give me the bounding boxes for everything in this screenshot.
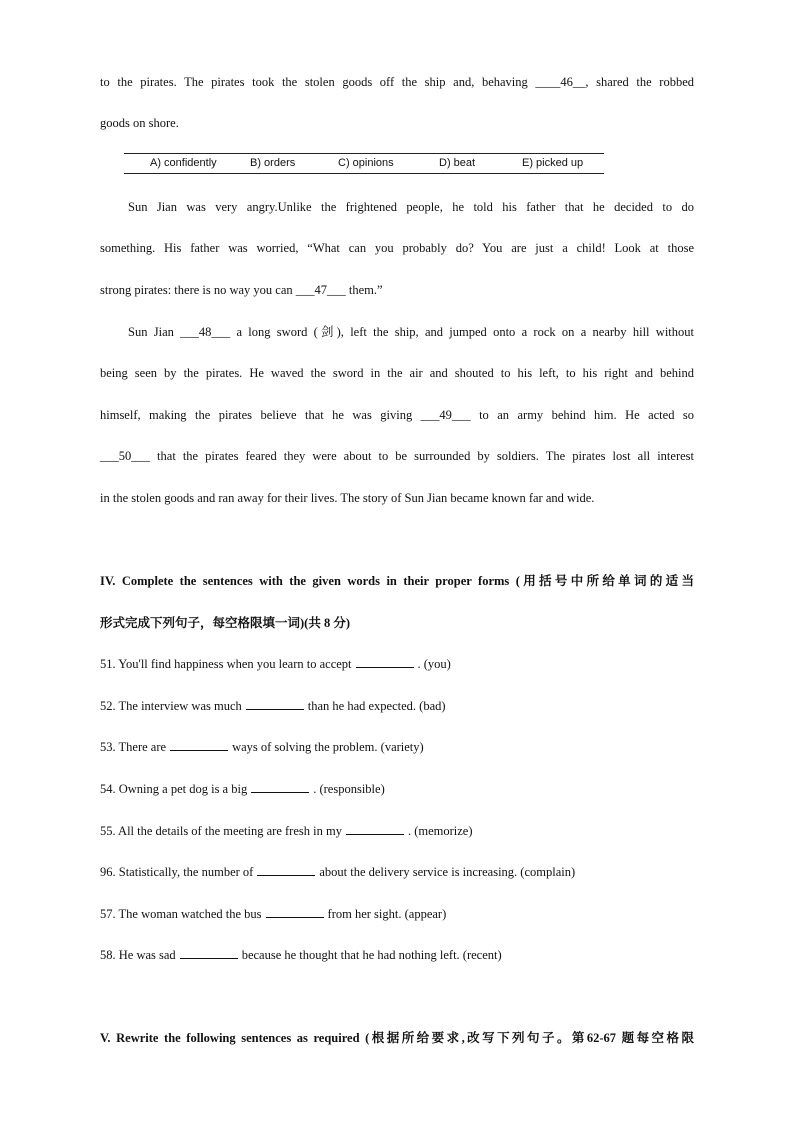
question-hint: about the delivery service is increasing. (complain) — [319, 865, 576, 879]
question-text: 52. The interview was much — [100, 699, 242, 713]
question-item — [100, 781, 694, 797]
section-v-heading: V. Rewrite the following sentences as required (根据所给要求,改写下列句子。第62-67 题每空格限 — [100, 1031, 694, 1045]
passage-line: himself, making the pirates believe that he was giving ___49___ to an army behind him. He acted so — [100, 408, 694, 422]
question-text: 53. There are — [100, 740, 167, 754]
options-box — [124, 153, 604, 174]
passage-line: Sun Jian was very angry.Unlike the frightened people, he told his father that he decided to do — [128, 200, 694, 214]
option-e: E) picked up — [522, 157, 584, 169]
section-iv-heading: 形式完成下列句子，每空格限填一词)(共 8 分) — [100, 616, 350, 630]
answer-blank[interactable] — [180, 948, 238, 959]
question-hint: than he had expected. (bad) — [307, 699, 446, 713]
answer-blank[interactable] — [257, 865, 315, 876]
passage-line: ___50___ that the pirates feared they were about to be surrounded by soldiers. The pirates lost all interest — [100, 449, 694, 463]
passage-line: goods on shore. — [100, 116, 179, 130]
question-item — [100, 947, 694, 963]
question-item — [100, 656, 694, 672]
question-item — [100, 823, 694, 839]
question-text: 96. Statistically, the number of — [100, 865, 254, 879]
answer-blank[interactable] — [346, 824, 404, 835]
answer-blank[interactable] — [170, 740, 228, 751]
answer-blank[interactable] — [266, 907, 324, 918]
passage-line: something. His father was worried, “What can you probably do? You are just a child! Look at those — [100, 241, 694, 255]
question-hint: from her sight. (appear) — [327, 907, 447, 921]
question-item — [100, 739, 694, 755]
answer-blank[interactable] — [356, 657, 414, 668]
section-iv-heading: IV. Complete the sentences with the given words in their proper forms (用括号中所给单词的适当 — [100, 574, 694, 588]
passage-line: strong pirates: there is no way you can ___47___ them.” — [100, 283, 383, 297]
question-hint: ways of solving the problem. (variety) — [232, 740, 424, 754]
question-hint: . (you) — [417, 657, 451, 671]
passage-line: being seen by the pirates. He waved the sword in the air and shouted to his left, to his right and behind — [100, 366, 694, 380]
question-hint: because he thought that he had nothing left. (recent) — [241, 948, 502, 962]
option-b: B) orders — [250, 157, 296, 169]
question-item — [100, 906, 694, 922]
question-text: 54. Owning a pet dog is a big — [100, 782, 248, 796]
question-hint: . (responsible) — [313, 782, 385, 796]
question-item — [100, 864, 694, 880]
option-c: C) opinions — [338, 157, 394, 169]
option-d: D) beat — [439, 157, 476, 169]
question-text: 55. All the details of the meeting are fresh in my — [100, 824, 342, 838]
question-text: 57. The woman watched the bus — [100, 907, 262, 921]
answer-blank[interactable] — [246, 699, 304, 710]
answer-blank[interactable] — [251, 782, 309, 793]
question-text: 51. You'll find happiness when you learn to accept — [100, 657, 352, 671]
passage-line: Sun Jian ___48___ a long sword (剑), left the ship, and jumped onto a rock on a nearby hill without — [128, 325, 694, 339]
question-text: 58. He was sad — [100, 948, 176, 962]
option-a: A) confidently — [150, 157, 217, 169]
question-hint: . (memorize) — [407, 824, 473, 838]
question-item — [100, 698, 694, 714]
passage-line: to the pirates. The pirates took the stolen goods off the ship and, behaving ____46__, shared the robbed — [100, 75, 694, 89]
passage-line: in the stolen goods and ran away for their lives. The story of Sun Jian became known far and wide. — [100, 491, 595, 505]
